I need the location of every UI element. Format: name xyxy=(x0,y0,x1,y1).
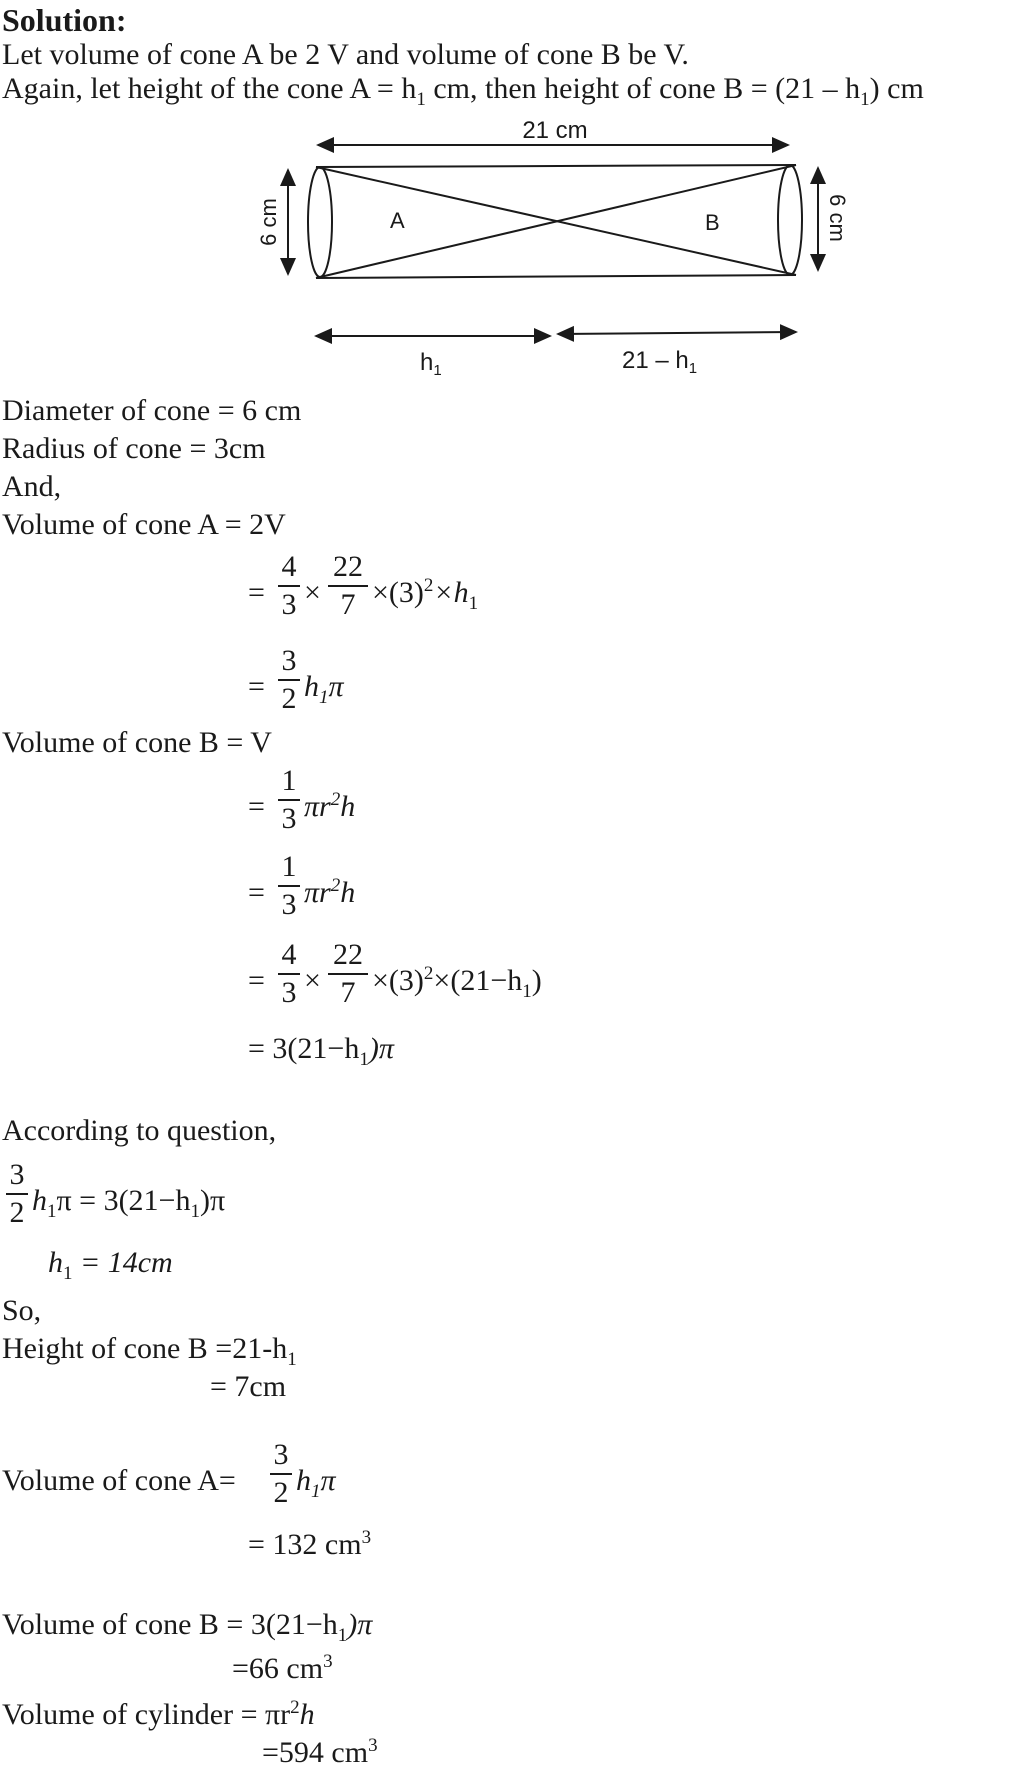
calc-a-frac-2: 22 7 xyxy=(328,552,368,620)
label-b: B xyxy=(705,210,720,235)
cylinder-volume-line: Volume of cylinder = $\pi r^2h$ xyxy=(2,1697,315,1731)
cylinder-cones-figure xyxy=(250,110,850,380)
left-label: 6 cm xyxy=(256,198,281,246)
cylinder-volume-value: =594 $cm^3$ xyxy=(262,1735,378,1769)
vol-a-label: Volume of cone A = 2V xyxy=(2,508,286,541)
cylinder-top-edge xyxy=(316,165,796,167)
calc-a-tail: $\times(3)^2\times h_1$ xyxy=(372,575,479,614)
calc-a-frac-3: 3 2 xyxy=(278,646,300,714)
so-label: So, xyxy=(2,1294,42,1327)
question-frac: 3 2 xyxy=(6,1160,28,1228)
diameter-line: Diameter of cone = 6 cm xyxy=(2,394,302,427)
final-vol-a-label: Volume of cone A= xyxy=(2,1464,236,1497)
question-heading: According to question, xyxy=(2,1114,277,1147)
calc-b-frac-4: 22 7 xyxy=(328,940,368,1008)
solution-heading: Solution: xyxy=(2,2,127,38)
bottom-right-arrow xyxy=(558,332,796,334)
calc-b-last: = $3(21-h_1)\pi$ xyxy=(248,1032,394,1070)
intro-line-2: Again, let height of the cone $A = h_1$ cm, then height of cone $B = (21 - h_1)$ cm xyxy=(2,72,924,110)
bottom-right-label: $21 - h_1$ xyxy=(622,347,698,377)
top-label: 21 cm xyxy=(522,117,588,144)
diagonal-2 xyxy=(316,165,796,278)
calc-b-pir2h-2: $\pi r^2h$ xyxy=(304,875,356,909)
calc-b-eq-1: = xyxy=(248,790,265,823)
radius-line: Radius of cone = 3cm xyxy=(2,432,266,465)
calc-b-eq-2: = xyxy=(248,876,265,909)
calc-b-frac-1: 1 3 xyxy=(278,766,300,834)
calc-a-eq-2: = xyxy=(248,670,265,703)
label-a: A xyxy=(390,208,405,233)
right-label: 6 cm xyxy=(825,194,850,242)
cylinder-bottom-edge xyxy=(316,275,796,278)
calc-a-hpi: $h_1\pi$ xyxy=(304,670,344,708)
and-line: And, xyxy=(2,470,62,503)
calc-a-eq-1: = xyxy=(248,576,265,609)
final-vol-b-line: Volume of cone $B = 3(21-h_1)\pi$ xyxy=(2,1608,373,1646)
final-vol-a-frac: 3 2 xyxy=(270,1440,292,1508)
vol-b-label: Volume of cone B = V xyxy=(2,726,272,759)
height-b-value: = 7cm xyxy=(210,1370,287,1403)
calc-a-frac-1: 4 3 xyxy=(278,552,300,620)
height-b-line: Height of cone $B =21-h_1$ xyxy=(2,1332,297,1370)
final-vol-b-value: =66 $cm^3$ xyxy=(232,1651,333,1685)
intro-line-1: Let volume of cone A be 2 V and volume of cone B be V. xyxy=(2,38,689,71)
calc-b-frac-3: 4 3 xyxy=(278,940,300,1008)
calc-b-times: × xyxy=(304,964,321,997)
bottom-left-label: $h_1$ xyxy=(420,349,442,379)
calc-b-frac-2: 1 3 xyxy=(278,852,300,920)
calc-b-tail: $\times(3)^2\times(21-h_1)$ xyxy=(372,963,542,1002)
left-ellipse xyxy=(308,167,332,277)
right-ellipse xyxy=(778,165,802,275)
final-vol-a-hpi: $h_1\pi$ xyxy=(296,1464,336,1502)
final-vol-a-value: = 132 $cm^3$ xyxy=(248,1527,372,1561)
calc-b-pir2h-1: $\pi r^2h$ xyxy=(304,789,356,823)
calc-b-eq-3: = xyxy=(248,964,265,997)
question-result: $h_1 = 14cm$ xyxy=(48,1246,173,1284)
calc-a-times: × xyxy=(304,576,321,609)
question-equation: $h_1\pi = 3(21-h_1)\pi$ xyxy=(32,1184,226,1222)
